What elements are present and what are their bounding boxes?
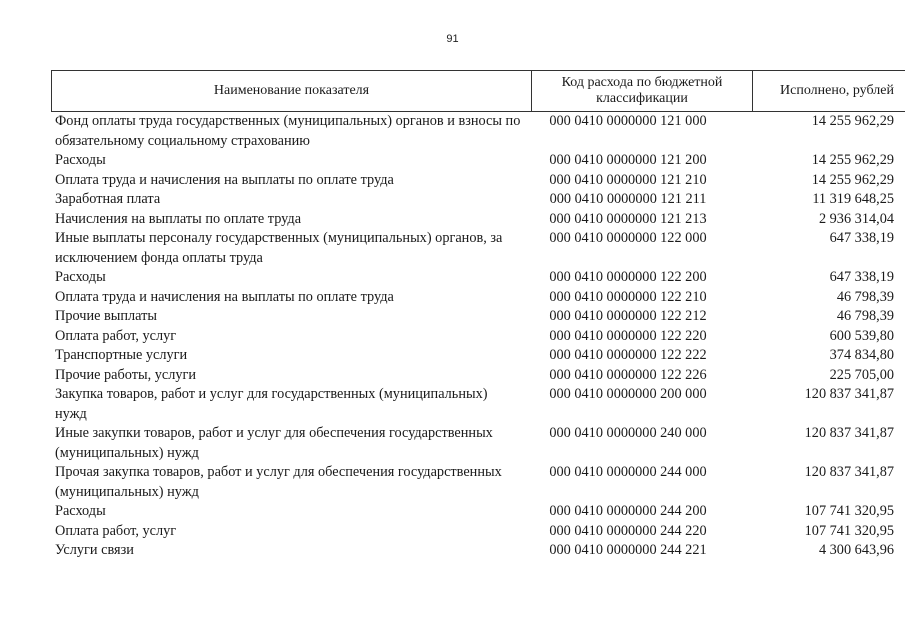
table-row (51, 424, 894, 463)
row-sum: 120 837 341,87 (804, 464, 894, 480)
row-sum: 647 338,19 (829, 269, 894, 285)
row-sum: 14 255 962,29 (811, 113, 894, 129)
row-code: 000 0410 0000000 122 226 (549, 366, 707, 383)
row-name: Начисления на выплаты по оплате труда (55, 210, 302, 227)
row-name: Расходы (55, 152, 106, 168)
row-name: Оплата труда и начисления на выплаты по оплате труда (55, 288, 394, 305)
table-row (51, 327, 894, 347)
row-code: 000 0410 0000000 244 221 (549, 542, 707, 558)
row-name: Оплата работ, услуг (55, 327, 177, 344)
table-row (51, 190, 894, 210)
row-sum: 120 837 341,87 (804, 386, 894, 402)
row-sum: 120 837 341,87 (804, 425, 894, 441)
table-row (51, 502, 894, 522)
row-name: Услуги связи (55, 542, 134, 558)
row-name: Прочие работы, услуги (55, 366, 197, 383)
row-name: Расходы (55, 269, 106, 285)
row-sum: 4 300 643,96 (818, 542, 894, 558)
row-sum: 374 834,80 (829, 347, 894, 363)
table-header (51, 70, 905, 112)
row-name: Иные выплаты персоналу государственных (муниципальных) органов, за исключением фонда оплаты труда (55, 230, 503, 266)
table-body (51, 112, 894, 561)
row-code: 000 0410 0000000 121 000 (549, 113, 707, 129)
table-row (51, 229, 894, 268)
table-row (51, 463, 894, 502)
row-code: 000 0410 0000000 244 220 (549, 522, 707, 539)
row-sum: 647 338,19 (829, 230, 894, 246)
row-name: Транспортные услуги (55, 347, 188, 363)
table-row (51, 151, 894, 171)
row-sum: 600 539,80 (829, 327, 894, 344)
row-name: Фонд оплаты труда государственных (муниципальных) органов и взносы по обязательному социальному страхованию (55, 113, 521, 149)
row-sum: 14 255 962,29 (811, 171, 894, 188)
row-code: 000 0410 0000000 122 222 (549, 347, 707, 363)
page-number: 91 (446, 33, 459, 45)
row-code: 000 0410 0000000 200 000 (549, 386, 707, 402)
row-name: Расходы (55, 503, 106, 519)
table-row (51, 366, 894, 386)
row-sum: 225 705,00 (829, 366, 894, 383)
row-name: Прочая закупка товаров, работ и услуг для обеспечения государственных (муниципальных) нужд (55, 464, 502, 500)
row-code: 000 0410 0000000 122 200 (549, 269, 707, 285)
table-row (51, 112, 894, 151)
row-code: 000 0410 0000000 121 210 (549, 171, 707, 188)
row-sum: 11 319 648,25 (812, 191, 894, 207)
row-code: 000 0410 0000000 121 213 (549, 210, 707, 227)
row-sum: 46 798,39 (836, 288, 894, 305)
header-sum: Исполнено, рублей (753, 71, 905, 112)
table-row (51, 210, 894, 230)
row-name: Заработная плата (55, 191, 161, 207)
row-sum: 107 741 320,95 (804, 522, 894, 539)
row-code: 000 0410 0000000 240 000 (549, 425, 707, 441)
row-sum: 2 936 314,04 (818, 210, 894, 227)
row-code: 000 0410 0000000 121 211 (549, 191, 707, 207)
table-row (51, 171, 894, 191)
table-row (51, 288, 894, 308)
row-code: 000 0410 0000000 122 212 (549, 308, 707, 324)
header-name: Наименование показателя (52, 71, 532, 112)
row-code: 000 0410 0000000 121 200 (549, 152, 707, 168)
table-row (51, 541, 894, 561)
row-code: 000 0410 0000000 122 000 (549, 230, 707, 246)
row-sum: 107 741 320,95 (804, 503, 894, 519)
row-name: Закупка товаров, работ и услуг для государственных (муниципальных) нужд (55, 386, 488, 422)
table-row (51, 522, 894, 542)
table-row (51, 268, 894, 288)
table-row (51, 307, 894, 327)
header-code: Код расхода по бюджетной классификации (532, 71, 753, 112)
table-row (51, 346, 894, 366)
row-code: 000 0410 0000000 122 210 (549, 288, 707, 305)
row-name: Прочие выплаты (55, 308, 157, 324)
row-code: 000 0410 0000000 244 000 (549, 464, 707, 480)
row-sum: 14 255 962,29 (811, 152, 894, 168)
row-name: Оплата труда и начисления на выплаты по оплате труда (55, 171, 394, 188)
row-name: Иные закупки товаров, работ и услуг для обеспечения государственных (муниципальных) нужд (55, 425, 493, 461)
row-code: 000 0410 0000000 244 200 (549, 503, 707, 519)
row-code: 000 0410 0000000 122 220 (549, 327, 707, 344)
row-name: Оплата работ, услуг (55, 522, 177, 539)
table-row (51, 385, 894, 424)
row-sum: 46 798,39 (836, 308, 894, 324)
